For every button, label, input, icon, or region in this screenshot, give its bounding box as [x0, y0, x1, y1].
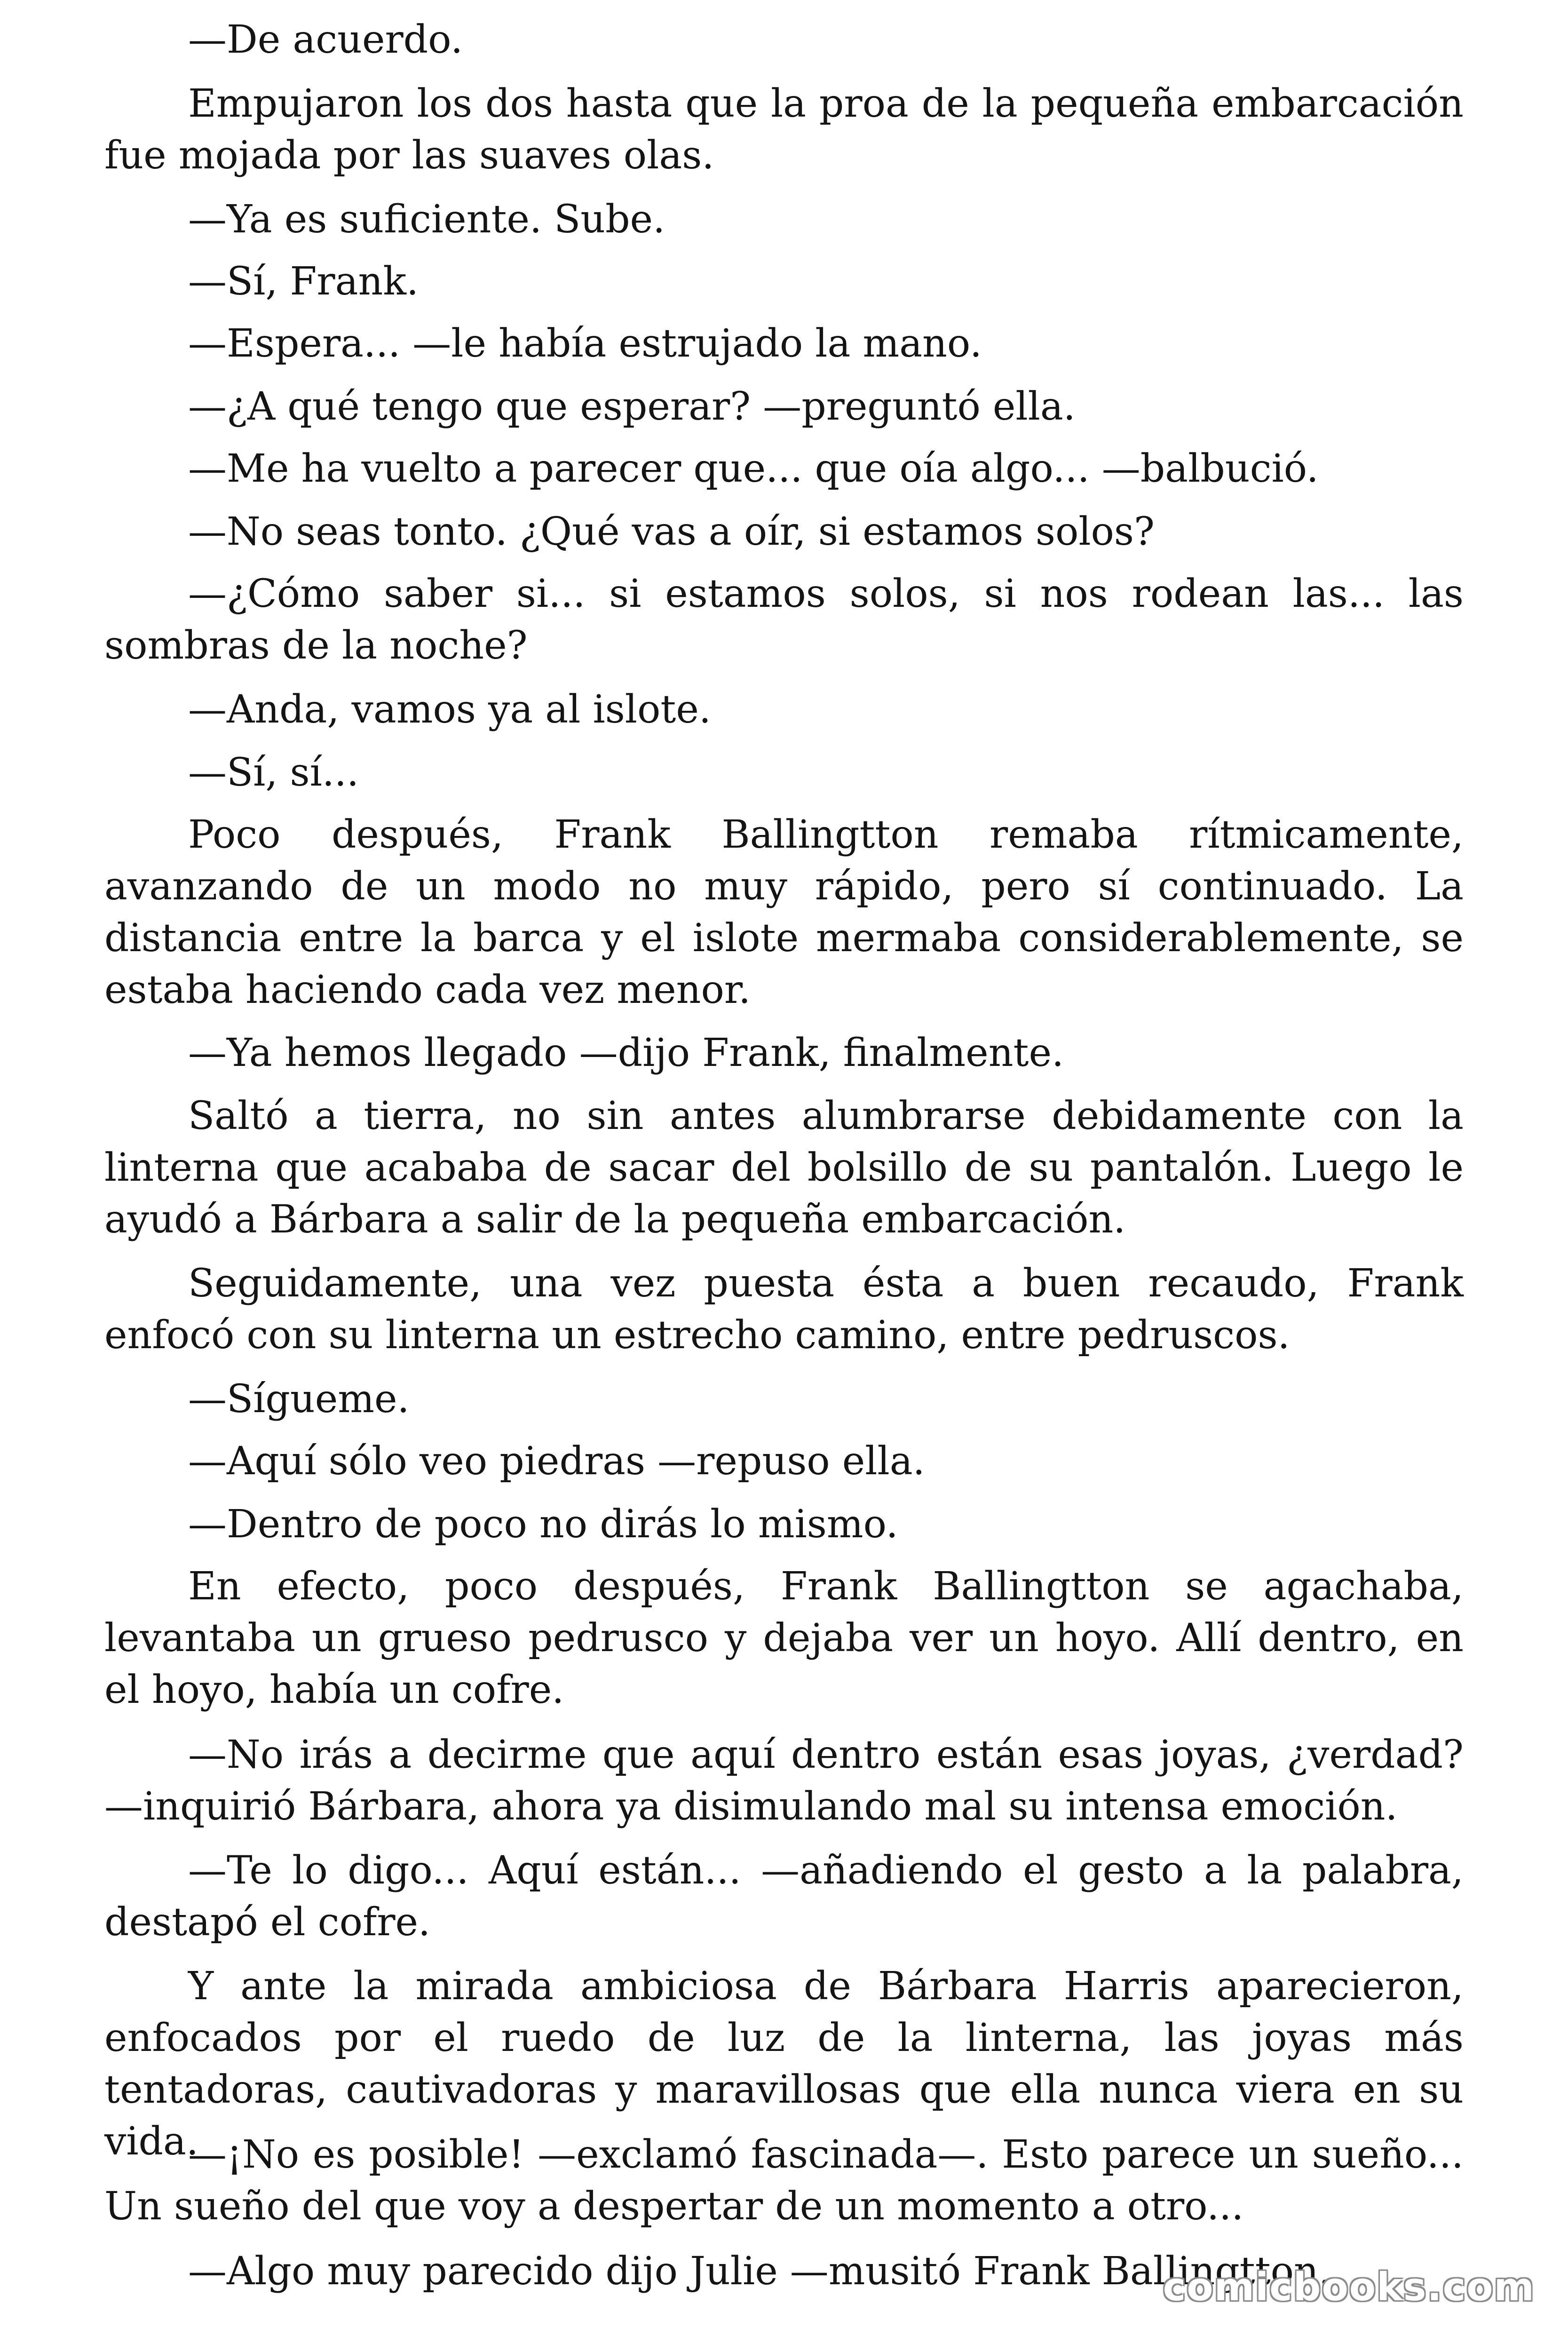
paragraph: —Dentro de poco no dirás lo mismo.	[188, 1502, 898, 1547]
paragraph: —Sígueme.	[188, 1377, 410, 1422]
paragraph: Seguidamente, una vez puesta ésta a buen recaudo, Frank enfocó con su linterna un estrecho camino, entre pedruscos.	[104, 1261, 1464, 1358]
paragraph: —De acuerdo.	[188, 17, 463, 62]
paragraph: —¡No es posible! —exclamó fascinada—. Esto parece un sueño... Un sueño del que voy a despertar de un momento a otro...	[104, 2132, 1464, 2229]
paragraph: Empujaron los dos hasta que la proa de la pequeña embarcación fue mojada por las suaves olas.	[104, 81, 1464, 178]
paragraph: —No irás a decirme que aquí dentro están esas joyas, ¿verdad? —inquirió Bárbara, ahora ya disimulando mal su intensa emoción.	[104, 1732, 1464, 1829]
paragraph: —Sí, Frank.	[188, 259, 419, 304]
paragraph: Saltó a tierra, no sin antes alumbrarse debidamente con la linterna que acababa de sacar del bolsillo de su pantalón. Luego le ayudó a Bárbara a salir de la pequeña embarcación.	[104, 1094, 1464, 1242]
paragraph: —Espera... —le había estrujado la mano.	[188, 321, 982, 366]
paragraph: —¿Cómo saber si... si estamos solos, si nos rodean las... las sombras de la noche?	[104, 572, 1464, 668]
paragraph: —Sí, sí...	[188, 750, 359, 795]
paragraph: —Ya es suficiente. Sube.	[188, 197, 665, 242]
book-page	[104, 0, 1464, 2352]
paragraph: —No seas tonto. ¿Qué vas a oír, si estamos solos?	[188, 509, 1155, 554]
paragraph: En efecto, poco después, Frank Ballingtton se agachaba, levantaba un grueso pedrusco y dejaba ver un hoyo. Allí dentro, en el hoyo, había un cofre.	[104, 1564, 1464, 1712]
paragraph: Poco después, Frank Ballingtton remaba rítmicamente, avanzando de un modo no muy rápido, pero sí continuado. La distancia entre la barca y el islote mermaba considerablemente, se estaba haciendo cada vez menor.	[104, 812, 1464, 1012]
paragraph: —Ya hemos llegado —dijo Frank, finalmente.	[188, 1031, 1064, 1075]
paragraph: Y ante la mirada ambiciosa de Bárbara Harris aparecieron, enfocados por el ruedo de luz de la linterna, las joyas más tentadoras, cautivadoras y maravillosas que ella nunca viera en su vida.	[104, 1964, 1464, 2164]
paragraph: —Aquí sólo veo piedras —repuso ella.	[188, 1439, 925, 1484]
paragraph: —Te lo digo... Aquí están... —añadiendo el gesto a la palabra, destapó el cofre.	[104, 1848, 1464, 1945]
paragraph: —Me ha vuelto a parecer que... que oía algo... —balbució.	[188, 446, 1319, 491]
watermark: comicbooks.com	[1163, 2265, 1535, 2310]
paragraph: —Anda, vamos ya al islote.	[188, 687, 711, 732]
paragraph: —¿A qué tengo que esperar? —preguntó ella.	[188, 384, 1076, 429]
paragraph: —Algo muy parecido dijo Julie —musitó Frank Ballingtton.	[188, 2249, 1331, 2294]
